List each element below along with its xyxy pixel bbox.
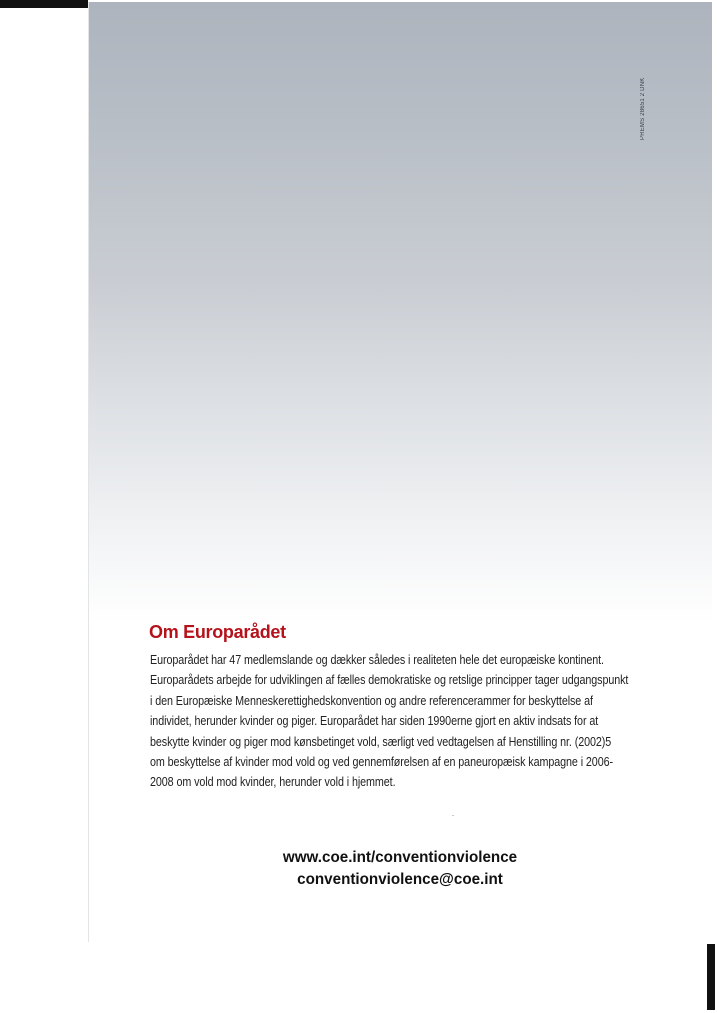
body-line: i den Europæiske Menneskerettighedskonvention og andre referencerammer for beskyttelse af: [150, 693, 593, 708]
section-title: Om Europarådet: [149, 622, 286, 642]
page-left-edge: [88, 2, 89, 942]
website-link[interactable]: www.coe.int/conventionviolence: [282, 849, 518, 866]
gradient-background: [88, 2, 712, 622]
contact-links: [150, 847, 650, 891]
scan-speck: [452, 815, 454, 816]
email-link[interactable]: conventionviolence@coe.int: [297, 871, 503, 888]
body-line: Europarådets arbejde for udviklingen af fælles demokratiske og retslige principper tager udgangspunkt: [150, 673, 629, 688]
body-line: individet, herunder kvinder og piger. Europarådet har siden 1990erne gjort en aktiv indsats for at: [150, 714, 599, 729]
body-line: Europarådet har 47 medlemslande og dækker således i realiteten hele det europæiske kontinent.: [150, 653, 604, 667]
prems-code: PREMS 28651 2 DNK: [640, 77, 646, 140]
scan-edge-mark-top: [0, 0, 88, 8]
section-body: [150, 650, 650, 793]
body-line: om beskyttelse af kvinder mod vold og ved gennemførelsen af en paneuropæisk kampagne i 2006-: [150, 755, 613, 770]
body-line: 2008 om vold mod kvinder, herunder vold i hjemmet.: [150, 775, 396, 790]
body-line: beskytte kvinder og piger mod kønsbetinget vold, særligt ved vedtagelsen af Henstilling nr. (2002)5: [150, 734, 612, 749]
scan-edge-mark-bottom: [707, 944, 715, 1010]
